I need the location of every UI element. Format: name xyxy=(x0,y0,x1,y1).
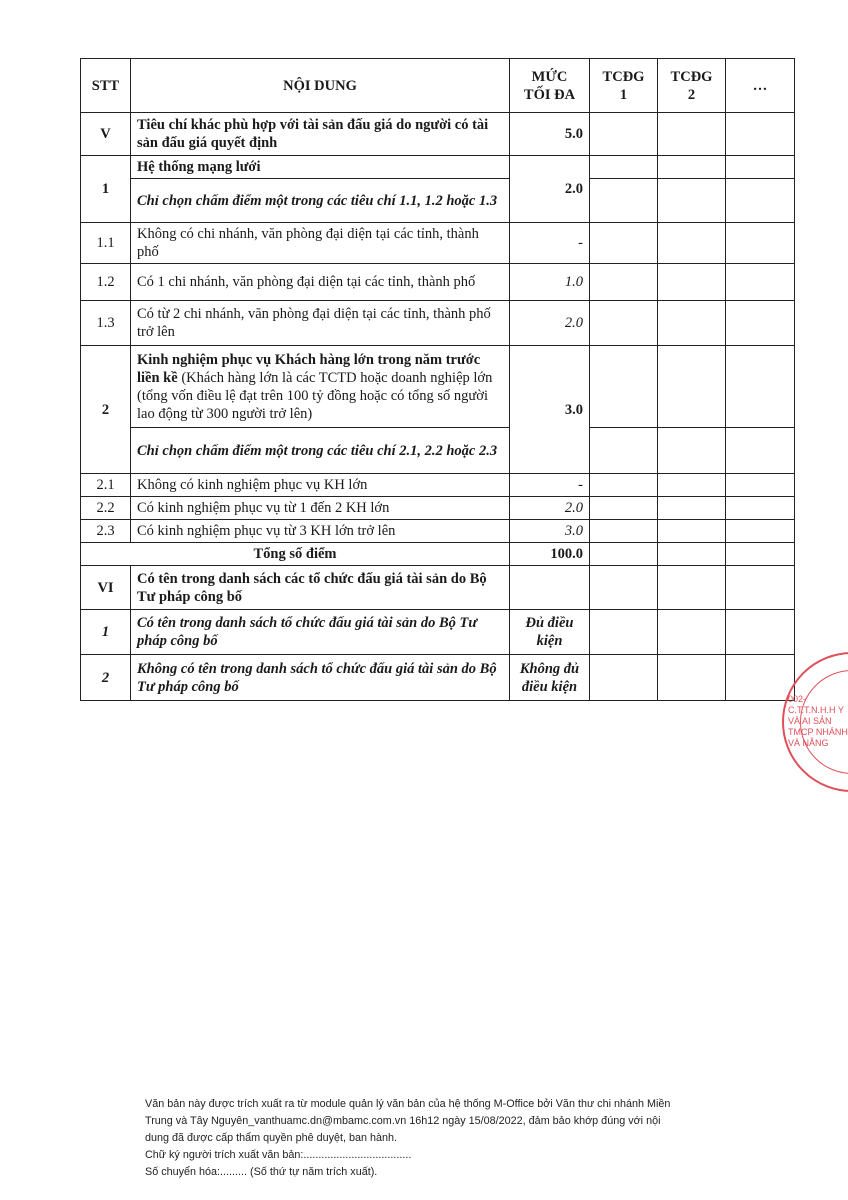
content-cell: Hệ thống mạng lưới xyxy=(131,156,510,179)
content-cell: Tiêu chí khác phù hợp với tài sản đấu giá do người có tài sản đấu giá quyết định xyxy=(131,113,510,156)
header-row xyxy=(81,59,795,113)
result-cell: Không đủ điều kiện xyxy=(510,655,590,701)
stt-cell: 1.2 xyxy=(81,264,131,301)
row-vi-1 xyxy=(81,610,795,655)
content-cell: Có từ 2 chi nhánh, văn phòng đại diện tại các tỉnh, thành phố trở lên xyxy=(131,301,510,346)
footer-line: Văn bản này được trích xuất ra từ module quản lý văn bản của hệ thống M-Office bởi Văn thư chi nhánh Miền xyxy=(145,1098,671,1110)
total-score: 100.0 xyxy=(510,543,590,566)
content-cell: Không có tên trong danh sách tổ chức đấu giá tài sản do Bộ Tư pháp công bố xyxy=(131,655,510,701)
stt-cell: 2 xyxy=(81,346,131,474)
row-vi-2 xyxy=(81,655,795,701)
stt-cell: 2.2 xyxy=(81,497,131,520)
stt-cell: 1.3 xyxy=(81,301,131,346)
seal-text: 002-C.T.T.N.H.H Y VÀ AI SẢN TMCP NHÁNH VÀ NẴNG xyxy=(788,694,848,748)
row-2-2 xyxy=(81,497,795,520)
header-stt: STT xyxy=(81,59,131,113)
criteria-table xyxy=(80,58,795,701)
row-1-note xyxy=(81,179,795,223)
content-cell: Kinh nghiệm phục vụ Khách hàng lớn trong năm trước liền kề (Khách hàng lớn là các TCTD hoặc doanh nghiệp lớn (tổng vốn điều lệ đạt trên 100 tỷ đồng hoặc có tổng số người lao động từ 300 người trở lên) xyxy=(131,346,510,428)
content-cell: Có tên trong danh sách các tổ chức đấu giá tài sản do Bộ Tư pháp công bố xyxy=(131,566,510,610)
row-1-1 xyxy=(81,223,795,264)
footer-line: dung đã được cấp thẩm quyền phê duyệt, ban hành. xyxy=(145,1132,398,1144)
extraction-footer xyxy=(145,1096,725,1181)
row-2-3 xyxy=(81,520,795,543)
stt-cell: 2.3 xyxy=(81,520,131,543)
note-cell: Chỉ chọn chấm điểm một trong các tiêu chí 2.1, 2.2 hoặc 2.3 xyxy=(131,428,510,474)
header-tcdg-2: TCĐG 2 xyxy=(658,59,726,113)
score-cell: 2.0 xyxy=(510,156,590,223)
score-cell: 2.0 xyxy=(510,301,590,346)
result-cell: Đủ điều kiện xyxy=(510,610,590,655)
stt-cell: 1.1 xyxy=(81,223,131,264)
score-cell: - xyxy=(510,223,590,264)
score-cell: 5.0 xyxy=(510,113,590,156)
stt-cell: 1 xyxy=(81,156,131,223)
header-more: … xyxy=(726,59,795,113)
footer-signature-line: Chữ ký người trích xuất văn bản:.................................... xyxy=(145,1149,412,1161)
header-tcdg-1: TCĐG 1 xyxy=(590,59,658,113)
score-cell: 3.0 xyxy=(510,346,590,474)
row-1-2 xyxy=(81,264,795,301)
row-1-title xyxy=(81,156,795,179)
note-cell: Chỉ chọn chấm điểm một trong các tiêu chí 1.1, 1.2 hoặc 1.3 xyxy=(131,179,510,223)
content-cell: Có kinh nghiệm phục vụ từ 3 KH lớn trở lên xyxy=(131,520,510,543)
header-content: NỘI DUNG xyxy=(131,59,510,113)
footer-number-line: Số chuyển hóa:......... (Số thứ tự năm trích xuất). xyxy=(145,1166,378,1178)
row-vi xyxy=(81,566,795,610)
row-1-3 xyxy=(81,301,795,346)
header-max: MỨC TỐI ĐA xyxy=(510,59,590,113)
stt-cell: 2 xyxy=(81,655,131,701)
score-cell: 1.0 xyxy=(510,264,590,301)
content-cell: Không có kinh nghiệm phục vụ KH lớn xyxy=(131,474,510,497)
content-cell: Không có chi nhánh, văn phòng đại diện tại các tỉnh, thành phố xyxy=(131,223,510,264)
stt-cell: VI xyxy=(81,566,131,610)
row-2-note xyxy=(81,428,795,474)
content-cell: Có kinh nghiệm phục vụ từ 1 đến 2 KH lớn xyxy=(131,497,510,520)
score-cell: 3.0 xyxy=(510,520,590,543)
stt-cell: V xyxy=(81,113,131,156)
stt-cell: 2.1 xyxy=(81,474,131,497)
footer-line: Trung và Tây Nguyên_vanthuamc.dn@mbamc.com.vn 16h12 ngày 15/08/2022, đảm bảo khớp đúng với nội xyxy=(145,1115,661,1127)
row-total xyxy=(81,543,795,566)
total-label: Tổng số điểm xyxy=(81,543,510,566)
content-cell: Có tên trong danh sách tổ chức đấu giá tài sản do Bộ Tư pháp công bố xyxy=(131,610,510,655)
row-2-1 xyxy=(81,474,795,497)
row-v xyxy=(81,113,795,156)
row-2-title xyxy=(81,346,795,428)
content-cell: Có 1 chi nhánh, văn phòng đại diện tại các tỉnh, thành phố xyxy=(131,264,510,301)
score-cell: - xyxy=(510,474,590,497)
stt-cell: 1 xyxy=(81,610,131,655)
score-cell: 2.0 xyxy=(510,497,590,520)
